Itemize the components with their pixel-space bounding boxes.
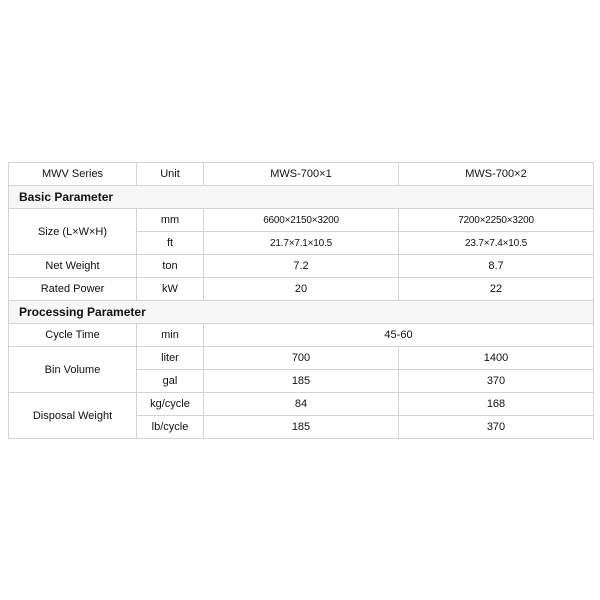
- row-label-size: Size (L×W×H): [9, 209, 137, 255]
- section-title-basic: Basic Parameter: [9, 186, 594, 209]
- table-row: [9, 393, 594, 416]
- value-cell: 22: [399, 278, 594, 301]
- section-title-processing: Processing Parameter: [9, 301, 594, 324]
- unit-cell: kW: [137, 278, 204, 301]
- row-label-bin-volume: Bin Volume: [9, 347, 137, 393]
- table-header-row: [9, 163, 594, 186]
- value-cell: 84: [204, 393, 399, 416]
- value-cell: 7200×2250×3200: [399, 209, 594, 232]
- table-row: [9, 209, 594, 232]
- row-label-cycle-time: Cycle Time: [9, 324, 137, 347]
- value-cell: 23.7×7.4×10.5: [399, 232, 594, 255]
- table-row: [9, 324, 594, 347]
- unit-cell: min: [137, 324, 204, 347]
- unit-cell: ton: [137, 255, 204, 278]
- header-series: MWV Series: [9, 163, 137, 186]
- value-cell: 8.7: [399, 255, 594, 278]
- value-cell: 20: [204, 278, 399, 301]
- row-label-net-weight: Net Weight: [9, 255, 137, 278]
- section-row-basic: [9, 186, 594, 209]
- header-model-2: MWS-700×2: [399, 163, 594, 186]
- header-unit: Unit: [137, 163, 204, 186]
- row-label-disposal-weight: Disposal Weight: [9, 393, 137, 439]
- value-cell: 370: [399, 416, 594, 439]
- unit-cell: ft: [137, 232, 204, 255]
- header-model-1: MWS-700×1: [204, 163, 399, 186]
- value-cell: 370: [399, 370, 594, 393]
- unit-cell: kg/cycle: [137, 393, 204, 416]
- value-cell: 21.7×7.1×10.5: [204, 232, 399, 255]
- unit-cell: lb/cycle: [137, 416, 204, 439]
- value-cell: 700: [204, 347, 399, 370]
- value-cell: 6600×2150×3200: [204, 209, 399, 232]
- unit-cell: liter: [137, 347, 204, 370]
- table-row: [9, 347, 594, 370]
- table-row: [9, 278, 594, 301]
- unit-cell: mm: [137, 209, 204, 232]
- value-cell: 45-60: [204, 324, 594, 347]
- value-cell: 7.2: [204, 255, 399, 278]
- value-cell: 185: [204, 370, 399, 393]
- row-label-rated-power: Rated Power: [9, 278, 137, 301]
- value-cell: 168: [399, 393, 594, 416]
- value-cell: 185: [204, 416, 399, 439]
- value-cell: 1400: [399, 347, 594, 370]
- spec-table: [8, 162, 594, 439]
- unit-cell: gal: [137, 370, 204, 393]
- section-row-processing: [9, 301, 594, 324]
- table-row: [9, 255, 594, 278]
